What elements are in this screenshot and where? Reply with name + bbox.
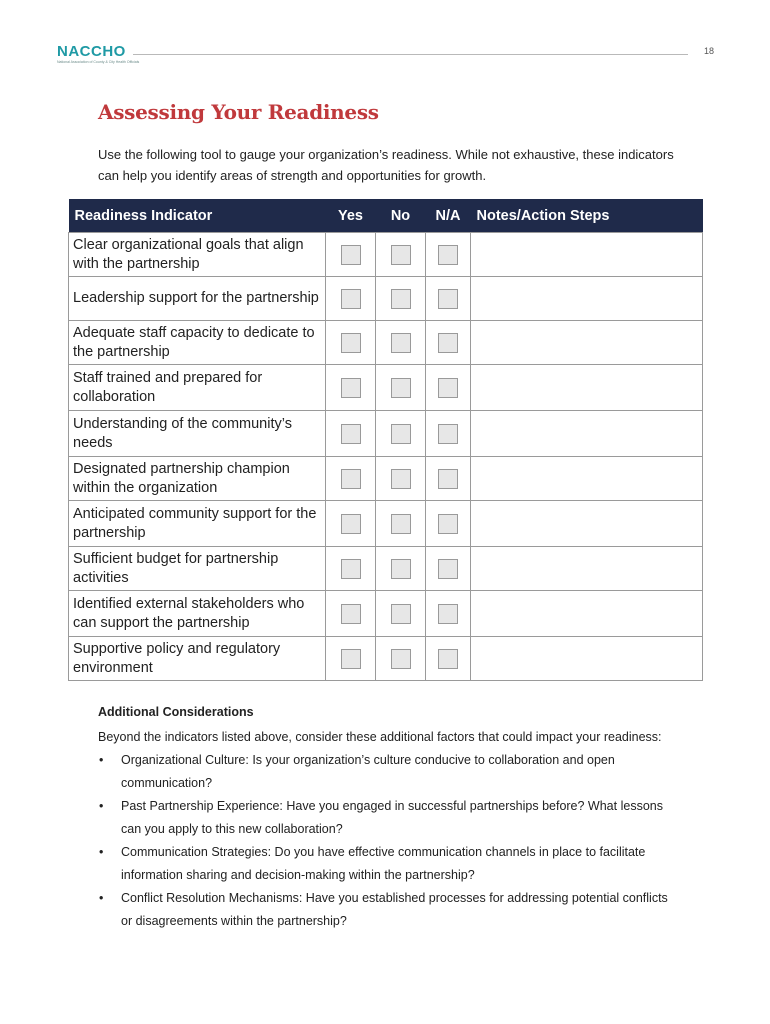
table-row [69,591,703,637]
no-checkbox[interactable] [391,604,411,624]
yes-checkbox[interactable] [341,469,361,489]
yes-cell [326,365,376,411]
bullet-icon: • [99,891,104,905]
list-item [98,887,678,933]
readiness-indicator-cell: Clear organizational goals that align with the partnership [69,233,326,277]
table-row [69,547,703,591]
na-cell [426,457,471,501]
readiness-table [68,199,703,681]
column-header-no: No [390,207,411,224]
notes-field[interactable] [471,547,703,591]
readiness-indicator-cell: Adequate staff capacity to dedicate to the partnership [69,321,326,365]
yes-cell [326,547,376,591]
yes-checkbox[interactable] [341,649,361,669]
na-checkbox[interactable] [438,333,458,353]
yes-checkbox[interactable] [341,514,361,534]
no-checkbox[interactable] [391,424,411,444]
readiness-indicator-cell: Sufficient budget for partnership activities [69,547,326,591]
yes-checkbox[interactable] [341,289,361,309]
list-item [98,795,678,841]
table-row [69,321,703,365]
table-row [69,365,703,411]
list-item-text: Organizational Culture: Is your organization’s culture conducive to collaboration and open communication? [121,753,615,790]
na-cell [426,321,471,365]
list-item-text: Communication Strategies: Do you have effective communication channels in place to facilitate information sharing and decision-making within the partnership? [121,845,646,882]
notes-field[interactable] [471,321,703,365]
na-cell [426,547,471,591]
readiness-indicator-cell: Designated partnership champion within the organization [69,457,326,501]
na-checkbox[interactable] [438,469,458,489]
bullet-icon: • [99,799,104,813]
no-cell [376,321,426,365]
na-cell [426,365,471,411]
notes-field[interactable] [471,591,703,637]
column-header-notes: Notes/Action Steps [476,207,610,224]
notes-field[interactable] [471,233,703,277]
table-row [69,501,703,547]
na-checkbox[interactable] [438,604,458,624]
yes-checkbox[interactable] [341,333,361,353]
header-divider [133,54,688,55]
no-cell [376,547,426,591]
readiness-indicator-cell: Leadership support for the partnership [69,277,326,321]
readiness-indicator-cell: Anticipated community support for the partnership [69,501,326,547]
notes-field[interactable] [471,365,703,411]
considerations-list [98,749,678,933]
no-checkbox[interactable] [391,514,411,534]
yes-checkbox[interactable] [341,604,361,624]
readiness-indicator-cell: Supportive policy and regulatory environment [69,637,326,681]
no-cell [376,411,426,457]
column-header-indicator: Readiness Indicator [74,207,213,224]
no-cell [376,365,426,411]
table-row [69,233,703,277]
table-row [69,411,703,457]
readiness-indicator-cell: Identified external stakeholders who can support the partnership [69,591,326,637]
additional-heading: Additional Considerations [98,705,254,719]
yes-cell [326,411,376,457]
no-checkbox[interactable] [391,649,411,669]
na-cell [426,277,471,321]
yes-checkbox[interactable] [341,245,361,265]
no-cell [376,457,426,501]
na-cell [426,501,471,547]
na-checkbox[interactable] [438,424,458,444]
yes-checkbox[interactable] [341,424,361,444]
na-checkbox[interactable] [438,514,458,534]
notes-field[interactable] [471,637,703,681]
notes-field[interactable] [471,411,703,457]
notes-field[interactable] [471,277,703,321]
logo-tagline: National Association of County & City Health Officials [57,60,140,64]
na-cell [426,411,471,457]
no-checkbox[interactable] [391,378,411,398]
logo-wordmark: NACCHO [57,43,126,60]
no-checkbox[interactable] [391,469,411,489]
no-cell [376,637,426,681]
page-title: Assessing Your Readiness [98,100,379,124]
no-checkbox[interactable] [391,333,411,353]
yes-cell [326,457,376,501]
yes-cell [326,637,376,681]
na-checkbox[interactable] [438,289,458,309]
list-item [98,841,678,887]
yes-cell [326,501,376,547]
no-cell [376,591,426,637]
yes-cell [326,233,376,277]
table-row [69,277,703,321]
table-row [69,637,703,681]
list-item-text: Past Partnership Experience: Have you engaged in successful partnerships before? What lessons can you apply to this new collaboration? [121,799,663,836]
readiness-indicator-cell: Understanding of the community’s needs [69,411,326,457]
additional-intro: Beyond the indicators listed above, consider these additional factors that could impact your readiness: [98,730,662,744]
yes-cell [326,277,376,321]
bullet-icon: • [99,753,104,767]
no-cell [376,233,426,277]
readiness-indicator-cell: Staff trained and prepared for collaboration [69,365,326,411]
table-row [69,457,703,501]
page-number: 18 [703,46,714,56]
naccho-logo [57,44,139,64]
no-cell [376,277,426,321]
no-checkbox[interactable] [391,245,411,265]
na-checkbox[interactable] [438,559,458,579]
no-checkbox[interactable] [391,289,411,309]
na-cell [426,233,471,277]
additional-considerations [98,702,678,933]
na-checkbox[interactable] [438,245,458,265]
na-cell [426,591,471,637]
table-header-row [69,199,703,233]
bullet-icon: • [99,845,104,859]
column-header-na: N/A [435,207,461,224]
page-header [0,0,770,80]
yes-checkbox[interactable] [341,559,361,579]
yes-cell [326,591,376,637]
notes-field[interactable] [471,457,703,501]
yes-cell [326,321,376,365]
list-item [98,749,678,795]
no-checkbox[interactable] [391,559,411,579]
na-checkbox[interactable] [438,378,458,398]
intro-paragraph: Use the following tool to gauge your organization’s readiness. While not exhaustive, these indicators can help you identify areas of strength and opportunities for growth. [98,147,674,183]
no-cell [376,501,426,547]
list-item-text: Conflict Resolution Mechanisms: Have you established processes for addressing potential conflicts or disagreements within the partnership? [121,891,668,928]
column-header-yes: Yes [338,207,363,224]
na-cell [426,637,471,681]
notes-field[interactable] [471,501,703,547]
na-checkbox[interactable] [438,649,458,669]
yes-checkbox[interactable] [341,378,361,398]
